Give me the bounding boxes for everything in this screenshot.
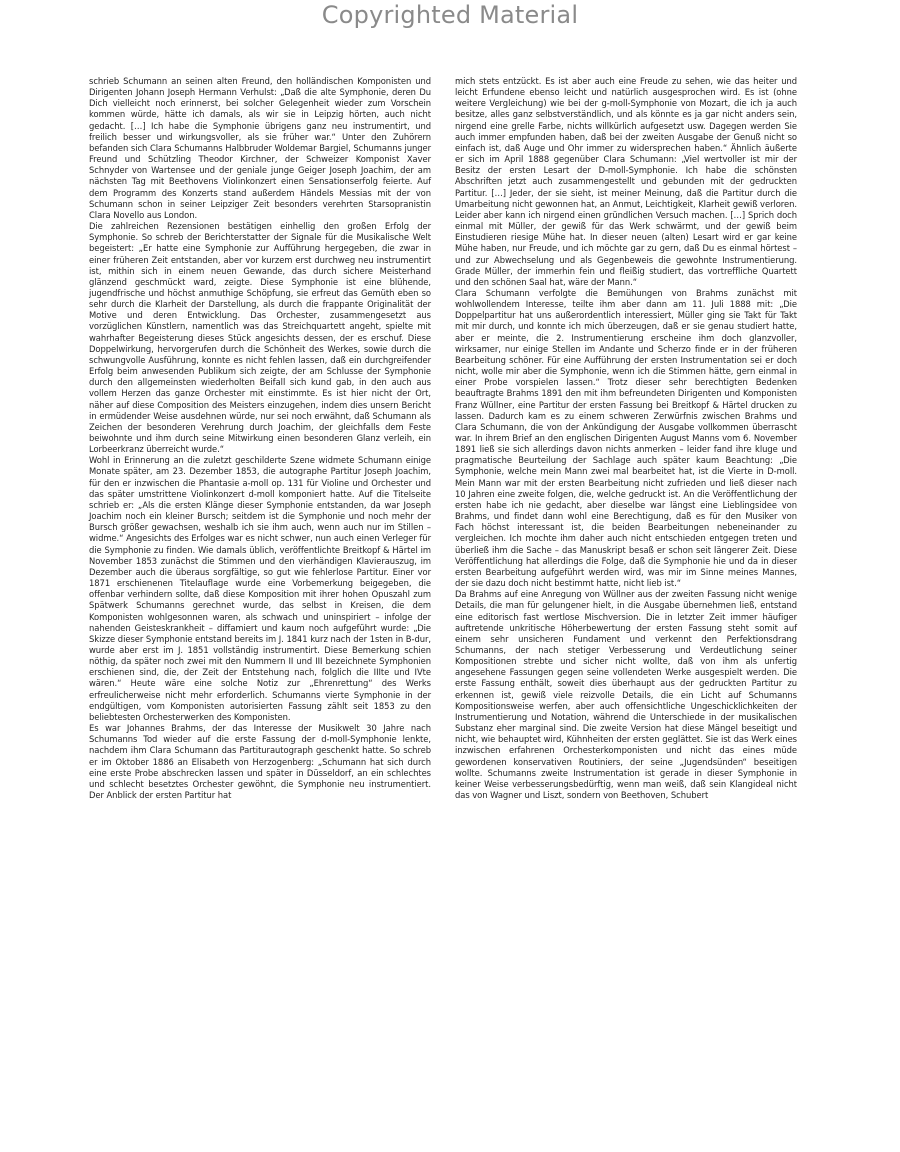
copyright-watermark: Copyrighted Material (321, 1, 579, 29)
paragraph: Die zahlreichen Rezensionen bestätigen einhellig den großen Erfolg der Symphonie. So schreb der Berichterstatter der Signale für die Musikalische Welt begeistert: „Er hatte eine Symphonie zur Aufführung hergegeben, die zwar in einer früheren Zeit entstanden, aber vor kurzem erst durchweg neu instrumentirt ist, mithin sich in einem neuen Gewande, das durch sichere Meisterhand glänzend geschmückt ward, zeigte. Diese Symphonie ist eine blühende, jugendfrische und höchst anmuthige Schöpfung, sie erfreut das Gemüth eben so sehr durch die Klarheit der Darstellung, als durch die frappante Originalität der Motive und deren Entwicklung. Das Orchester, zusammengesetzt aus vorzüglichen Künstlern, namentlich was das Streichquartett angeht, spielte mit wahrhafter Begeisterung dieses Stück angesichts dessen, der es erschuf. Diese Doppelwirkung, hervorgerufen durch die Schönheit des Werkes, sowie durch die schwungvolle Ausführung, konnte es nicht fehlen lassen, daß ein durchgreifender Erfolg beim anwesenden Publikum sich zeigte, der am Schlusse der Symphonie durch den allgemeinsten wiederholten Beifall sich kund gab, in den auch aus vollem Herzen das ganze Orchester mit einstimmte. Es ist hier nicht der Ort, näher auf diese Composition des Meisters einzugehen, indem dies unsern Bericht in ermüdender Weise ausdehnen würde, nur sei noch erwähnt, daß Schumann als Zeichen der besonderen Verehrung durch Joachim, der gleichfalls dem Feste beiwohnte und ihm durch seine Mitwirkung einen besonderen Glanz verleih, ein Lorbeerkranz überreicht wurde.“ (89, 221, 431, 455)
paragraph: Da Brahms auf eine Anregung von Wüllner aus der zweiten Fassung nicht wenige Details, die man für gelungener hielt, in die Ausgabe übernehmen ließ, entstand eine editorisch fast wertlose Mischversion. Die in letzter Zeit immer häufiger auftretende unkritische Höherbewertung der ersten Fassung steht somit auf einem sehr unsicheren Fundament und verkennt den Perfektionsdrang Schumanns, der nach stetiger Verbesserung und Verdeutlichung seiner Kompositionen strebte und sicher nicht wollte, daß von ihm als unfertig angesehene Fassungen gegen seine vollendeten Werke ausgespielt werden. Die erste Fassung enthält, soweit dies überhaupt aus der gedruckten Partitur zu erkennen ist, gewiß viele reizvolle Details, die ein Licht auf Schumanns Kompositionsweise werfen, aber auch offensichtliche Ungeschicklichkeiten der Instrumentierung und Notation, während die Unterschiede in der musikalischen Substanz eher marginal sind. Die zweite Version hat diese Mängel beseitigt und nicht, wie behauptet wird, Kühnheiten der ersten geglättet. Sie ist das Werk eines inzwischen erfahrenen Orchesterkomponisten und nicht das eines müde gewordenen konservativen Routiniers, der seine „Jugendsünden“ beseitigen wollte. Schumanns zweite Instrumentation ist gerade in dieser Symphonie in keiner Weise verbesserungsbedürftig, wenn man weiß, daß sein Klangideal nicht das von Wagner und Liszt, sondern von Beethoven, Schubert (455, 589, 797, 800)
left-column (89, 76, 431, 801)
page-body (89, 76, 797, 801)
paragraph: Clara Schumann verfolgte die Bemühungen von Brahms zunächst mit wohlwollendem Interesse, teilte ihm aber dann am 11. Juli 1888 mit: „Die Doppelpartitur hat uns außerordentlich interessiert, Müller ging sie Takt für Takt mit mir durch, und konnte ich mich überzeugen, daß er sie genau studiert hatte, aber er meinte, die 2. Instrumentierung erscheine ihm doch glanzvoller, wirksamer, nur einige Stellen im Andante und Scherzo finde er in der früheren Bearbeitung schöner. Für eine Aufführung der ersten Instrumentation sei er doch nicht, wolle mir aber die Symphonie, wenn ich die Stimmen hätte, gern einmal in einer Probe vorspielen lassen.“ Trotz dieser sehr berechtigten Bedenken beauftragte Brahms 1891 den mit ihm befreundeten Dirigenten und Komponisten Franz Wüllner, eine Partitur der ersten Fassung bei Breitkopf & Härtel drucken zu lassen. Dadurch kam es zu einem schweren Zerwürfnis zwischen Brahms und Clara Schumann, die von der Ankündigung der Ausgabe vollkommen überrascht war. In ihrem Brief an den englischen Dirigenten August Manns vom 6. November 1891 ließ sie sich allerdings davon nichts anmerken – leider fand ihre kluge und pragmatische Beurteilung der Sachlage auch später kaum Beachtung: „Die Symphonie, welche mein Mann zwei mal bearbeitet hat, ist die Vierte in D-moll. Mein Mann war mit der ersten Bearbeitung nicht zufrieden und ließ dieser nach 10 Jahren eine zweite folgen, die, welche gedruckt ist. An die Veröffentlichung der ersten habe ich nie gedacht, aber dieselbe war längst eine Lieblingsidee von Brahms, und findet dann wohl eine Berechtigung, daß es für den Musiker von Fach höchst interessant ist, die beiden Bearbeitungen nebeneinander zu vergleichen. Ich mochte ihm daher auch nicht entschieden entgegen treten und überließ ihm die Sache – das Manuskript besaß er schon seit längerer Zeit. Diese Veröffentlichung hat allerdings die Folge, daß die Symphonie hie und da in dieser ersten Bearbeitung aufgeführt werden wird, was mir im Sinne meines Mannes, der sie dazu doch nicht bestimmt hatte, nicht lieb ist.“ (455, 287, 797, 589)
paragraph: mich stets entzückt. Es ist aber auch eine Freude zu sehen, wie das heiter und leicht Erfundene ebenso leicht und natürlich ausgesprochen wird. Es ist (ohne weitere Vergleichung) wie bei der g-moll-Symphonie von Mozart, die ich ja auch besitze, alles ganz selbstverständlich, und als könnte es ja gar nicht anders sein, nirgend eine grelle Farbe, nichts willkürlich aufgesetzt usw. Dagegen werden Sie auch immer empfunden haben, daß bei der zweiten Ausgabe der Genuß nicht so einfach ist, daß Auge und Ohr immer zu widersprechen haben.“ Ähnlich äußerte er sich im April 1888 gegenüber Clara Schumann: „Viel wertvoller ist mir der Besitz der ersten Lesart der D-moll-Symphonie. Ich habe die schönsten Abschriften jetzt auch zusammengestellt und gebunden mit der gedruckten Partitur. […] Jeder, der sie sieht, ist meiner Meinung, daß die Partitur durch die Umarbeitung nicht gewonnen hat, an Anmut, Leichtigkeit, Klarheit gewiß verloren. Leider aber kann ich nirgend einen gründlichen Versuch machen. […] Sprich doch einmal mit Müller, der gewiß für das Werk schwärmt, und der gewiß beim Einstudieren riesige Mühe hat. In dieser neuen (alten) Lesart wird er gar keine Mühe haben, nur Freude, und ich möchte gar zu gern, daß Du es einmal hörtest – und zur Abwechselung und als Gegenbeweis die gewohnte Instrumentierung. Grade Müller, der immerhin fein und fleißig studiert, das vortreffliche Quartett und den schönen Saal hat, wäre der Mann.“ (455, 76, 797, 287)
paragraph: schrieb Schumann an seinen alten Freund, den holländischen Komponisten und Dirigenten Johann Joseph Hermann Verhulst: „Daß die alte Symphonie, deren Du Dich vielleicht noch erinnerst, bei solcher Gelegenheit wieder zum Vorschein kommen würde, hätte ich damals, als wir sie in Leipzig hörten, auch nicht gedacht. […] Ich habe die Symphonie übrigens ganz neu instrumentirt, und freilich besser und wirkungsvoller, als sie früher war.“ Unter den Zuhörern befanden sich Clara Schumanns Halbbruder Woldemar Bargiel, Schumanns junger Freund und Schützling Theodor Kirchner, der Schweizer Komponist Xaver Schnyder von Wartensee und der geniale junge Geiger Joseph Joachim, der am nächsten Tag mit Beethovens Violinkonzert einen Sensationserfolg feierte. Auf dem Programm des Konzerts stand außerdem Händels Messias mit der von Schumann schon in seiner Leipziger Zeit besonders verehrten Starsopranistin Clara Novello aus London. (89, 76, 431, 220)
paragraph: Es war Johannes Brahms, der das Interesse der Musikwelt 30 Jahre nach Schumanns Tod wieder auf die erste Fassung der d-moll-Symphonie lenkte, nachdem ihm Clara Schumann das Partiturautograph geschenkt hatte. So schreb er im Oktober 1886 an Elisabeth von Herzogenberg: „Schumann hat sich durch eine erste Probe abschrecken lassen und später in Düsseldorf, an ein schlechtes und schlecht besetztes Orchester gewöhnt, die Symphonie neu instrumentiert. Der Anblick der ersten Partitur hat (89, 723, 431, 800)
paragraph: Wohl in Erinnerung an die zuletzt geschilderte Szene widmete Schumann einige Monate später, am 23. Dezember 1853, die autographe Partitur Joseph Joachim, für den er inzwischen die Phantasie a-moll op. 131 für Violine und Orchester und das später umstrittene Violinkonzert d-moll komponiert hatte. Auf die Titelseite schrieb er: „Als die ersten Klänge dieser Symphonie entstanden, da war Joseph Joachim noch ein kleiner Bursch; seitdem ist die Symphonie und noch mehr der Bursch größer gewachsen, weshalb ich sie ihm auch, wenn auch nur im Stillen – widme.“ Angesichts des Erfolges war es nicht schwer, nun auch einen Verleger für die Symphonie zu finden. Wie damals üblich, veröffentlichte Breitkopf & Härtel im November 1853 zunächst die Stimmen und den vierhändigen Klavierauszug, im Dezember auch die überaus sorgfältige, so gut wie fehlerlose Partitur. Einer vor 1871 erschienenen Titelauflage wurde eine Vorbemerkung beigegeben, die offenbar verhindern sollte, daß diese Komposition mit ihrer hohen Opuszahl zum Spätwerk Schumanns gerechnet wurde, das selbst in Kreisen, die dem Komponisten wohlgesonnen waren, als schwach und uninspiriert – infolge der nahenden Geisteskrankheit – diffamiert und kaum noch aufgeführt wurde: „Die Skizze dieser Symphonie entstand bereits im J. 1841 kurz nach der 1sten in B-dur, wurde aber erst im J. 1851 vollständig instrumentirt. Diese Bemerkung schien nöthig, da später noch zwei mit den Nummern II und III bezeichnete Symphonien erschienen sind, die, der Zeit der Entstehung nach, folglich die IIIte und IVte wären.“ Heute wäre eine solche Notiz zur „Ehrenrettung“ des Werks erfreulicherweise nicht mehr erforderlich. Schumanns vierte Symphonie in der endgültigen, vom Komponisten autorisierten Fassung zählt seit 1853 zu den beliebtesten Orchesterwerken des Komponisten. (89, 455, 431, 722)
right-column (455, 76, 797, 801)
